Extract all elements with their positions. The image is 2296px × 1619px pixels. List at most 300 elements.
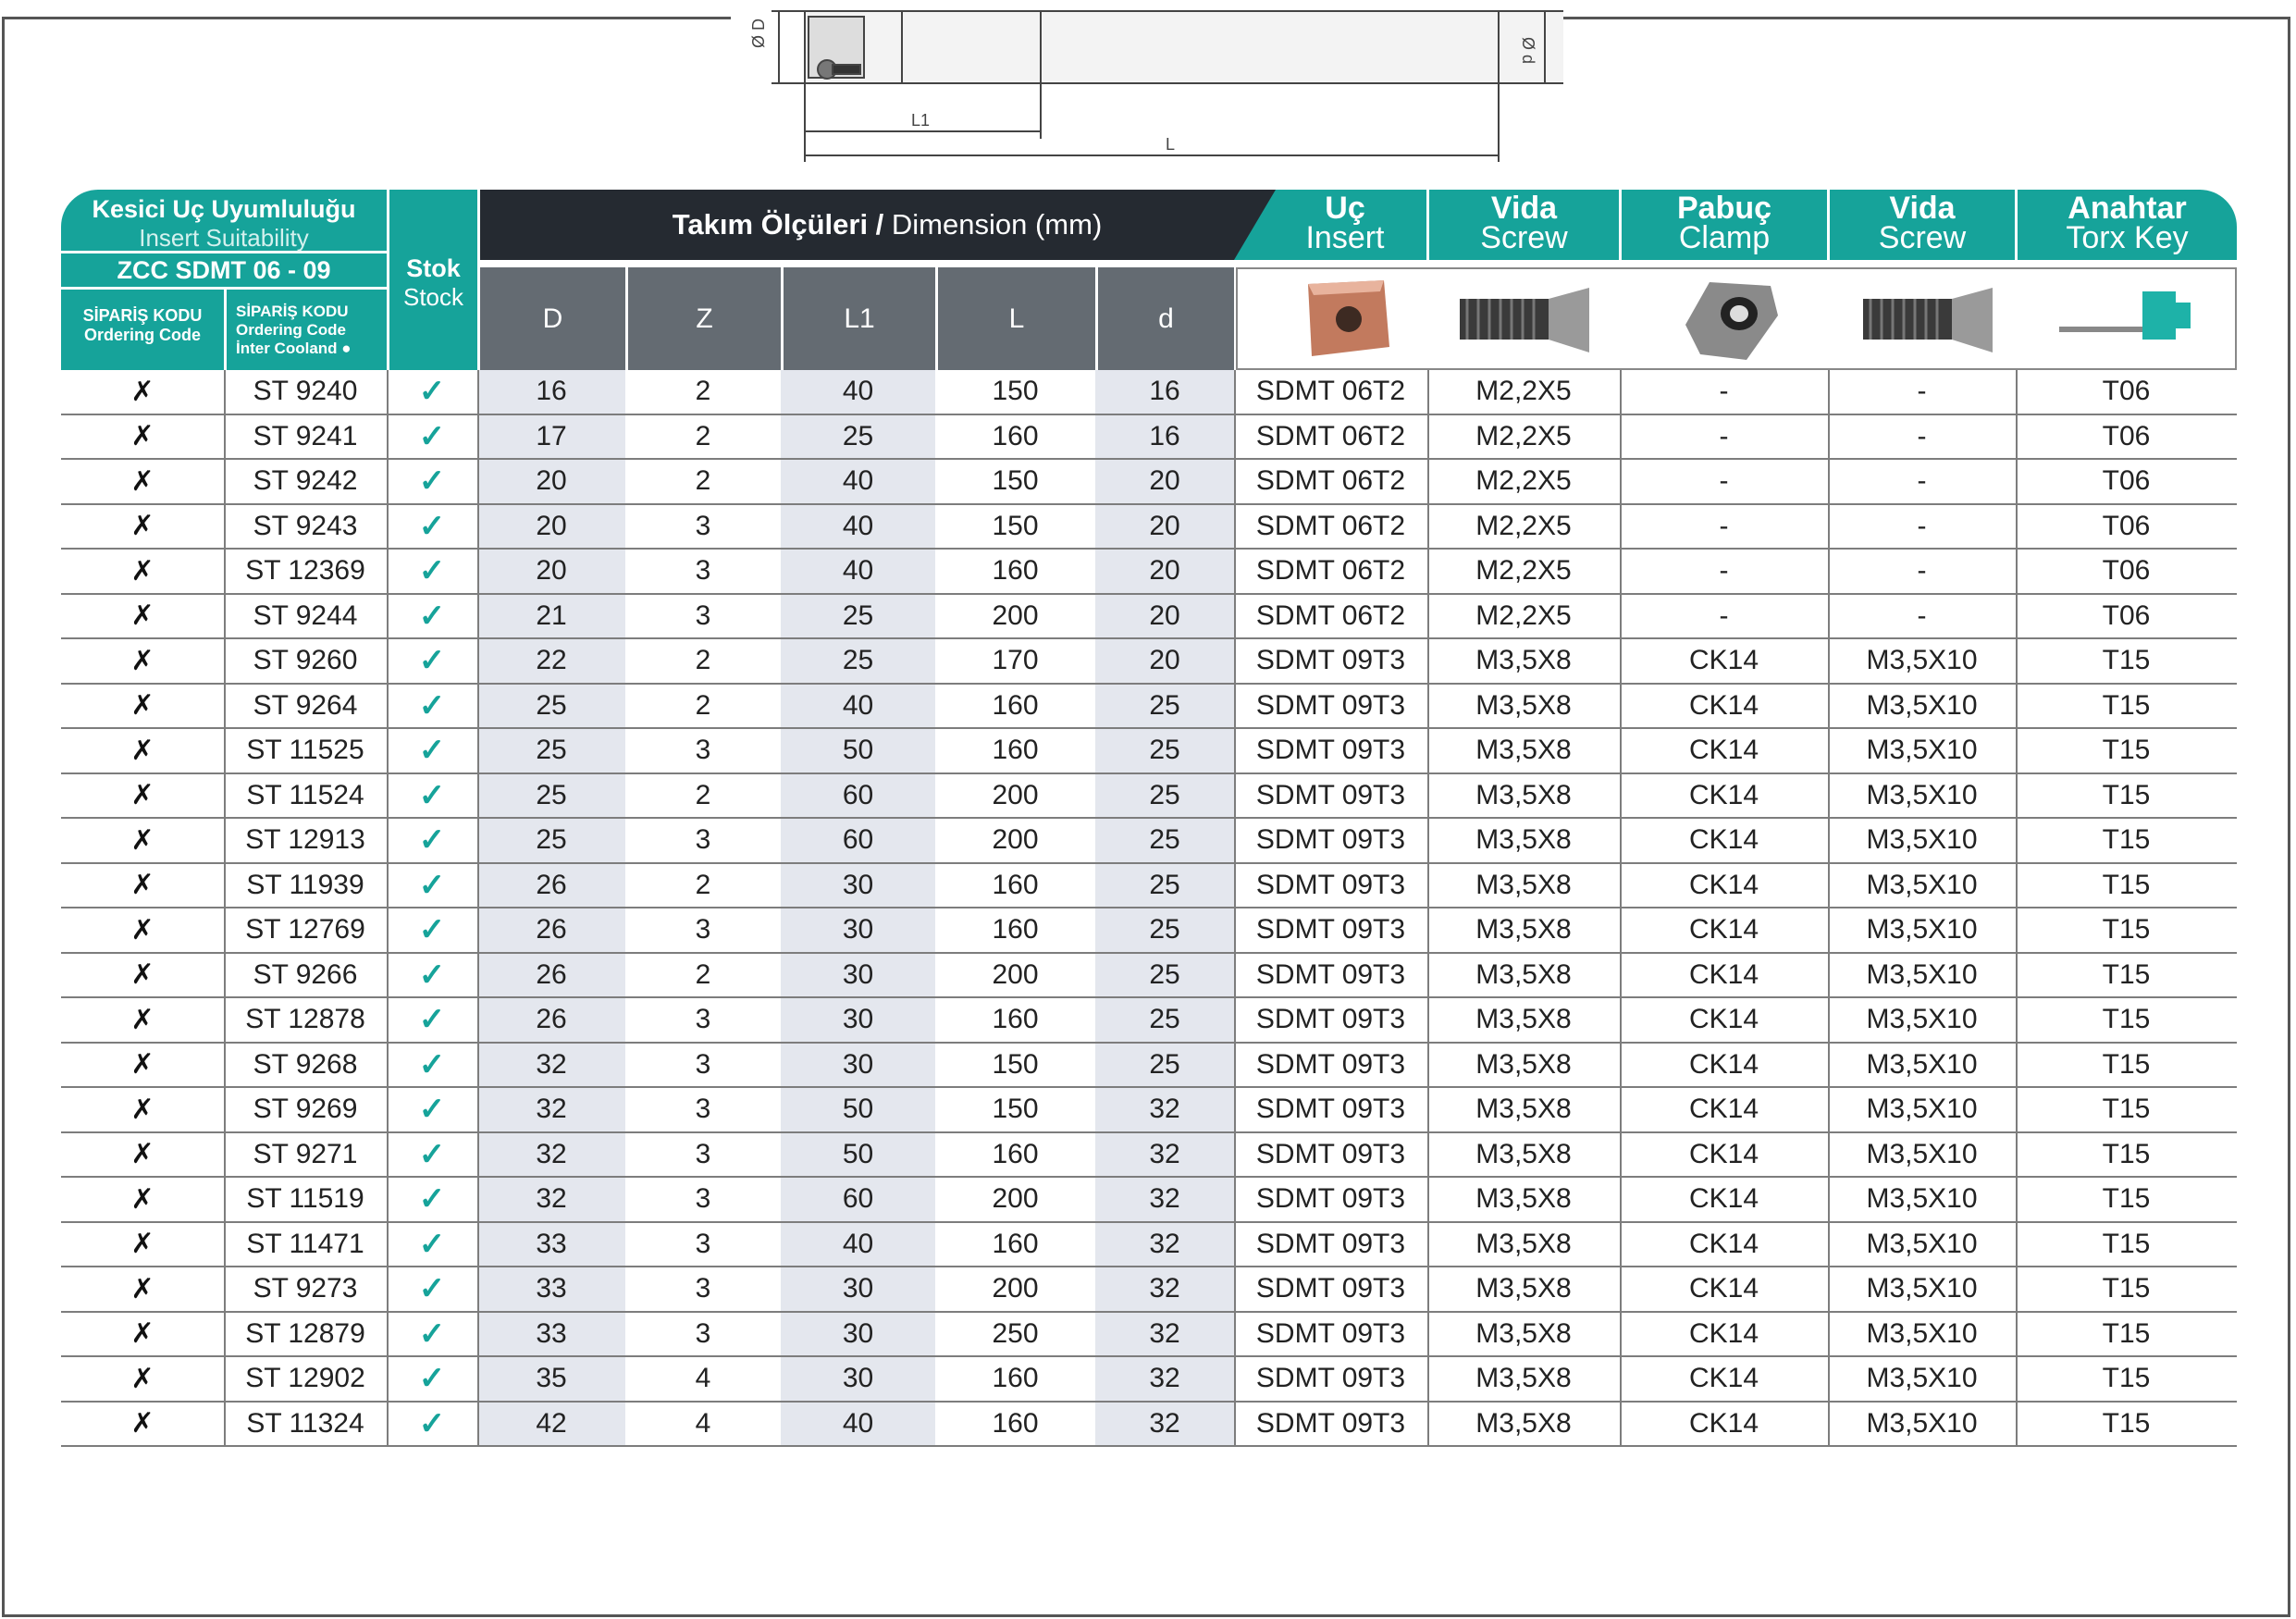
- cell-screw: M3,5X8: [1475, 779, 1572, 810]
- cell-l1: 30: [781, 998, 935, 1042]
- cell-clamp: -: [1719, 555, 1729, 587]
- key-en: Torx Key: [2066, 220, 2189, 255]
- cell-d: 17: [477, 415, 625, 459]
- cell-key: T15: [2102, 689, 2151, 721]
- cell-insert: SDMT 09T3: [1255, 1183, 1406, 1215]
- cell-stock: ✓: [418, 598, 446, 634]
- cell-l: 150: [992, 510, 1039, 541]
- cell-oc: ✗: [130, 1004, 154, 1035]
- screw2-header: [1830, 190, 2015, 260]
- insert-header: [1264, 193, 1426, 260]
- cell-d: 20: [477, 550, 625, 593]
- clamp-en: Clamp: [1678, 220, 1771, 255]
- cell-l1: 30: [781, 954, 935, 997]
- ordering-code-en: Ordering Code: [83, 326, 201, 344]
- cell-code: ST 9273: [253, 1273, 358, 1304]
- cell-oc: ✗: [130, 511, 154, 542]
- cell-l: 160: [992, 735, 1039, 766]
- cell-l1: 25: [781, 595, 935, 638]
- cell-insert: SDMT 09T3: [1255, 1407, 1406, 1439]
- cell-clamp: CK14: [1688, 1273, 1759, 1304]
- cell-stock: ✓: [418, 1361, 446, 1397]
- cell-oc: ✗: [130, 1049, 154, 1081]
- cell-insert: SDMT 09T3: [1255, 914, 1406, 945]
- cell-screw: M3,5X8: [1475, 1004, 1572, 1035]
- cell-d: 26: [477, 864, 625, 908]
- cell-oc: ✗: [130, 824, 154, 856]
- cell-clamp: CK14: [1688, 824, 1759, 856]
- cell-l1: 30: [781, 908, 935, 952]
- cell-z: 3: [695, 735, 711, 766]
- cell-code: ST 12878: [245, 1004, 365, 1035]
- cell-insert: SDMT 06T2: [1255, 420, 1406, 451]
- cell-l1: 50: [781, 1088, 935, 1131]
- cell-l1: 30: [781, 1357, 935, 1401]
- cell-d: 32: [1095, 1133, 1234, 1177]
- cell-code: ST 9243: [253, 510, 358, 541]
- cell-l: 250: [992, 1317, 1039, 1349]
- cell-d: 25: [477, 685, 625, 728]
- cell-d: 26: [477, 908, 625, 952]
- cell-clamp: CK14: [1688, 1094, 1759, 1125]
- cell-screw: M3,5X8: [1475, 1183, 1572, 1215]
- cell-screw2: M3,5X10: [1866, 1273, 1978, 1304]
- cell-screw: M2,2X5: [1475, 599, 1572, 631]
- cell-insert: SDMT 09T3: [1255, 1004, 1406, 1035]
- cell-screw: M3,5X8: [1475, 1094, 1572, 1125]
- ordering-code-header: [61, 290, 224, 370]
- ordering-code2-tr: SİPARİŞ KODU: [236, 303, 349, 320]
- cell-screw2: M3,5X10: [1866, 1094, 1978, 1125]
- cell-l1: 30: [781, 1044, 935, 1087]
- col-Z-header: Z: [628, 267, 781, 370]
- col-L1-header: L1: [784, 267, 935, 370]
- cell-oc: ✗: [130, 1318, 154, 1350]
- cell-stock: ✓: [418, 957, 446, 993]
- col-L-header: L: [938, 267, 1095, 370]
- cell-l1: 50: [781, 729, 935, 772]
- cell-insert: SDMT 09T3: [1255, 1048, 1406, 1080]
- screw2-icon: [1863, 288, 2002, 352]
- cell-d: 32: [1095, 1178, 1234, 1221]
- cell-l1: 50: [781, 1133, 935, 1177]
- cell-d: 20: [1095, 460, 1234, 503]
- cell-clamp: CK14: [1688, 779, 1759, 810]
- cell-stock: ✓: [418, 1316, 446, 1352]
- cell-screw2: M3,5X10: [1866, 735, 1978, 766]
- cell-oc: ✗: [130, 1408, 154, 1440]
- cell-l: 160: [992, 420, 1039, 451]
- cell-screw2: M3,5X10: [1866, 1228, 1978, 1259]
- cell-key: T06: [2102, 376, 2151, 407]
- cell-l: 200: [992, 1183, 1039, 1215]
- insert-suitability-en: Insert Suitability: [139, 224, 309, 252]
- cell-l1: 40: [781, 370, 935, 414]
- cell-screw: M2,2X5: [1475, 420, 1572, 451]
- cell-code: ST 9244: [253, 599, 358, 631]
- cell-screw: M3,5X8: [1475, 1048, 1572, 1080]
- cell-d: 25: [1095, 954, 1234, 997]
- cell-d: 42: [477, 1403, 625, 1446]
- cell-screw: M3,5X8: [1475, 1317, 1572, 1349]
- cell-screw2: -: [1917, 420, 1927, 451]
- cell-l1: 40: [781, 1223, 935, 1267]
- cell-oc: ✗: [130, 959, 154, 991]
- cell-oc: ✗: [130, 1273, 154, 1304]
- cell-clamp: CK14: [1688, 1363, 1759, 1394]
- cell-d: 20: [1095, 639, 1234, 683]
- cell-screw2: M3,5X10: [1866, 645, 1978, 676]
- screw-tr: Vida: [1490, 191, 1558, 226]
- cell-code: ST 9264: [253, 689, 358, 721]
- cell-clamp: CK14: [1688, 914, 1759, 945]
- cell-stock: ✓: [418, 418, 446, 454]
- cell-z: 3: [695, 914, 711, 945]
- cell-clamp: -: [1719, 465, 1729, 497]
- cell-stock: ✓: [418, 1092, 446, 1128]
- cell-d: 32: [1095, 1357, 1234, 1401]
- drawing-label-D: Ø D: [749, 18, 768, 48]
- grid-line: [2016, 370, 2018, 1447]
- cell-insert: SDMT 09T3: [1255, 1317, 1406, 1349]
- cell-l: 160: [992, 914, 1039, 945]
- cell-clamp: CK14: [1688, 1183, 1759, 1215]
- cell-screw: M3,5X8: [1475, 1273, 1572, 1304]
- cell-insert: SDMT 09T3: [1255, 1363, 1406, 1394]
- cell-d: 32: [1095, 1223, 1234, 1267]
- cell-code: ST 11519: [246, 1183, 364, 1215]
- cell-key: T15: [2102, 645, 2151, 676]
- cell-code: ST 11471: [246, 1228, 364, 1259]
- cell-key: T15: [2102, 1048, 2151, 1080]
- cell-stock: ✓: [418, 553, 446, 589]
- cell-insert: SDMT 09T3: [1255, 1273, 1406, 1304]
- cell-z: 4: [695, 1407, 711, 1439]
- cell-key: T15: [2102, 869, 2151, 900]
- drawing-label-L1: L1: [911, 111, 931, 130]
- grid-line: [387, 370, 389, 1447]
- cell-oc: ✗: [130, 600, 154, 632]
- cell-l: 150: [992, 465, 1039, 497]
- cell-insert: SDMT 06T2: [1255, 555, 1406, 587]
- cell-insert: SDMT 06T2: [1255, 599, 1406, 631]
- cell-l1: 40: [781, 550, 935, 593]
- screw-en: Screw: [1480, 220, 1568, 255]
- cell-d: 20: [477, 460, 625, 503]
- cell-d: 16: [1095, 370, 1234, 414]
- cell-key: T15: [2102, 914, 2151, 945]
- cell-l: 150: [992, 376, 1039, 407]
- screw-header: [1429, 190, 1619, 260]
- cell-insert: SDMT 06T2: [1255, 376, 1406, 407]
- cell-key: T15: [2102, 1094, 2151, 1125]
- col-D-header: D: [480, 267, 625, 370]
- cell-z: 3: [695, 1138, 711, 1169]
- cell-d: 20: [1095, 505, 1234, 549]
- cell-z: 4: [695, 1363, 711, 1394]
- cell-l: 200: [992, 779, 1039, 810]
- cell-screw: M2,2X5: [1475, 510, 1572, 541]
- cell-oc: ✗: [130, 1094, 154, 1125]
- cell-screw2: M3,5X10: [1866, 1407, 1978, 1439]
- stock-header: [389, 190, 477, 370]
- cell-d: 32: [477, 1044, 625, 1087]
- cell-d: 21: [477, 595, 625, 638]
- cell-clamp: -: [1719, 599, 1729, 631]
- cell-screw2: -: [1917, 555, 1927, 587]
- cell-code: ST 12879: [245, 1317, 365, 1349]
- cell-screw2: M3,5X10: [1866, 824, 1978, 856]
- cell-l: 200: [992, 1273, 1039, 1304]
- clamp-tr: Pabuç: [1676, 191, 1772, 226]
- cell-l1: 40: [781, 685, 935, 728]
- cell-insert: SDMT 09T3: [1255, 1138, 1406, 1169]
- cell-z: 2: [695, 869, 711, 900]
- cell-stock: ✓: [418, 1046, 446, 1082]
- cell-clamp: CK14: [1688, 689, 1759, 721]
- cell-z: 3: [695, 1183, 711, 1215]
- cell-oc: ✗: [130, 914, 154, 945]
- cell-screw: M3,5X8: [1475, 689, 1572, 721]
- cell-clamp: -: [1719, 510, 1729, 541]
- cell-screw: M3,5X8: [1475, 735, 1572, 766]
- cell-oc: ✗: [130, 1363, 154, 1394]
- cell-key: T15: [2102, 1273, 2151, 1304]
- cell-oc: ✗: [130, 780, 154, 811]
- cell-l: 200: [992, 958, 1039, 990]
- cell-clamp: -: [1719, 420, 1729, 451]
- cell-l: 160: [992, 1228, 1039, 1259]
- cell-insert: SDMT 09T3: [1255, 645, 1406, 676]
- dimension-header: [480, 190, 1294, 260]
- grid-line: [224, 370, 226, 1447]
- drawing-label-d: Ø d: [1519, 37, 1537, 65]
- cell-key: T15: [2102, 1138, 2151, 1169]
- cell-screw2: -: [1917, 376, 1927, 407]
- torx-key-icon: [2059, 288, 2198, 352]
- grid-line: [1427, 370, 1429, 1447]
- cell-d: 35: [477, 1357, 625, 1401]
- cell-key: T15: [2102, 1004, 2151, 1035]
- cell-stock: ✓: [418, 822, 446, 859]
- cell-z: 3: [695, 1228, 711, 1259]
- cell-z: 2: [695, 465, 711, 497]
- cell-insert: SDMT 06T2: [1255, 465, 1406, 497]
- cell-l: 160: [992, 869, 1039, 900]
- cell-clamp: CK14: [1688, 735, 1759, 766]
- cell-stock: ✓: [418, 1405, 446, 1441]
- cell-oc: ✗: [130, 1139, 154, 1170]
- cell-z: 3: [695, 555, 711, 587]
- cell-screw: M3,5X8: [1475, 958, 1572, 990]
- cell-code: ST 11324: [246, 1407, 364, 1439]
- cell-clamp: -: [1719, 376, 1729, 407]
- cell-insert: SDMT 09T3: [1255, 779, 1406, 810]
- cell-z: 2: [695, 779, 711, 810]
- cell-insert: SDMT 09T3: [1255, 958, 1406, 990]
- cell-d: 25: [1095, 774, 1234, 818]
- cell-l1: 60: [781, 774, 935, 818]
- cell-oc: ✗: [130, 735, 154, 766]
- grid-line: [1620, 370, 1622, 1447]
- cell-oc: ✗: [130, 690, 154, 722]
- cell-d: 22: [477, 639, 625, 683]
- cell-stock: ✓: [418, 463, 446, 500]
- key-header: [2018, 190, 2237, 260]
- col-d-header: d: [1098, 267, 1234, 370]
- cell-stock: ✓: [418, 508, 446, 544]
- cell-l1: 60: [781, 819, 935, 862]
- cell-d: 26: [477, 998, 625, 1042]
- cell-screw: M3,5X8: [1475, 1138, 1572, 1169]
- cell-stock: ✓: [418, 1271, 446, 1307]
- cell-key: T06: [2102, 599, 2151, 631]
- cell-l: 200: [992, 824, 1039, 856]
- cell-stock: ✓: [418, 1181, 446, 1217]
- tool-drawing: [731, 0, 1563, 167]
- coolant-drop-icon: ●: [341, 340, 352, 357]
- cell-z: 3: [695, 1273, 711, 1304]
- cell-z: 3: [695, 1048, 711, 1080]
- cell-clamp: CK14: [1688, 1317, 1759, 1349]
- cell-key: T15: [2102, 824, 2151, 856]
- cell-l1: 40: [781, 1403, 935, 1446]
- cell-screw: M2,2X5: [1475, 376, 1572, 407]
- insert-tr: Uç: [1325, 191, 1365, 226]
- cell-stock: ✓: [418, 867, 446, 903]
- cell-d: 25: [1095, 729, 1234, 772]
- cell-l: 200: [992, 599, 1039, 631]
- cell-z: 3: [695, 824, 711, 856]
- cell-insert: SDMT 06T2: [1255, 510, 1406, 541]
- cell-code: ST 11524: [246, 779, 364, 810]
- cell-oc: ✗: [130, 421, 154, 452]
- clamp-icon: [1682, 278, 1784, 365]
- cell-oc: ✗: [130, 1229, 154, 1260]
- cell-clamp: CK14: [1688, 1004, 1759, 1035]
- cell-stock: ✓: [418, 733, 446, 769]
- grid-line: [477, 370, 479, 1447]
- cell-key: T06: [2102, 465, 2151, 497]
- cell-stock: ✓: [418, 687, 446, 723]
- ordering-code-inter-header: [227, 290, 387, 370]
- ordering-code-tr: SİPARİŞ KODU: [82, 306, 203, 325]
- cell-key: T15: [2102, 1407, 2151, 1439]
- cell-l1: 30: [781, 1313, 935, 1356]
- cell-d: 16: [477, 370, 625, 414]
- cell-stock: ✓: [418, 374, 446, 410]
- cell-l1: 40: [781, 505, 935, 549]
- cell-screw: M3,5X8: [1475, 1407, 1572, 1439]
- cell-clamp: CK14: [1688, 645, 1759, 676]
- cell-d: 33: [477, 1267, 625, 1311]
- dimension-en: Dimension (mm): [883, 208, 1103, 241]
- grid-line: [1828, 370, 1830, 1447]
- clamp-header: [1622, 190, 1827, 260]
- cell-z: 2: [695, 376, 711, 407]
- cell-stock: ✓: [418, 1136, 446, 1172]
- cell-d: 16: [1095, 415, 1234, 459]
- cell-d: 20: [477, 505, 625, 549]
- cell-key: T06: [2102, 510, 2151, 541]
- insert-suitability-header: [61, 190, 387, 251]
- cell-screw: M3,5X8: [1475, 1228, 1572, 1259]
- cell-code: ST 11525: [246, 735, 364, 766]
- cell-d: 33: [477, 1313, 625, 1356]
- cell-l1: 25: [781, 639, 935, 683]
- cell-screw: M3,5X8: [1475, 869, 1572, 900]
- cell-clamp: CK14: [1688, 1138, 1759, 1169]
- cell-z: 3: [695, 1004, 711, 1035]
- cell-l1: 30: [781, 864, 935, 908]
- cell-screw2: M3,5X10: [1866, 1317, 1978, 1349]
- drawing-label-L: L: [1166, 135, 1176, 154]
- cell-stock: ✓: [418, 1226, 446, 1262]
- cell-code: ST 9268: [253, 1048, 358, 1080]
- cell-l1: 40: [781, 460, 935, 503]
- cell-code: ST 9240: [253, 376, 358, 407]
- cell-screw2: M3,5X10: [1866, 914, 1978, 945]
- cell-l: 160: [992, 1138, 1039, 1169]
- cell-z: 3: [695, 599, 711, 631]
- cell-oc: ✗: [130, 645, 154, 676]
- cell-code: ST 12769: [245, 914, 365, 945]
- cell-l1: 25: [781, 415, 935, 459]
- cell-screw: M3,5X8: [1475, 1363, 1572, 1394]
- square-insert-icon: [1291, 280, 1393, 360]
- cell-screw2: M3,5X10: [1866, 689, 1978, 721]
- cell-oc: ✗: [130, 376, 154, 407]
- cell-d: 32: [477, 1088, 625, 1131]
- cell-l: 160: [992, 1407, 1039, 1439]
- cell-key: T15: [2102, 779, 2151, 810]
- cell-screw2: M3,5X10: [1866, 869, 1978, 900]
- cell-l1: 30: [781, 1267, 935, 1311]
- cell-l: 150: [992, 1094, 1039, 1125]
- zcc-header: ZCC SDMT 06 - 09: [61, 253, 387, 287]
- cell-insert: SDMT 09T3: [1255, 1228, 1406, 1259]
- cell-d: 32: [1095, 1403, 1234, 1446]
- cell-z: 3: [695, 510, 711, 541]
- cell-l: 160: [992, 1363, 1039, 1394]
- cell-screw2: M3,5X10: [1866, 958, 1978, 990]
- cell-d: 25: [477, 729, 625, 772]
- cell-screw2: -: [1917, 599, 1927, 631]
- cell-z: 2: [695, 689, 711, 721]
- cell-d: 32: [477, 1133, 625, 1177]
- grid-line: [1234, 370, 1236, 1447]
- cell-l: 160: [992, 689, 1039, 721]
- cell-z: 2: [695, 420, 711, 451]
- cell-clamp: CK14: [1688, 1048, 1759, 1080]
- cell-key: T15: [2102, 958, 2151, 990]
- stock-tr: Stok: [406, 254, 461, 282]
- cell-d: 20: [1095, 595, 1234, 638]
- cell-screw: M3,5X8: [1475, 645, 1572, 676]
- cell-insert: SDMT 09T3: [1255, 869, 1406, 900]
- cell-key: T15: [2102, 1183, 2151, 1215]
- ordering-code2-en2: İnter Cooland: [236, 340, 338, 357]
- cell-screw2: M3,5X10: [1866, 1138, 1978, 1169]
- cell-screw2: -: [1917, 510, 1927, 541]
- cell-stock: ✓: [418, 1002, 446, 1038]
- ordering-code2-en: Ordering Code: [236, 321, 347, 339]
- stock-en: Stock: [402, 283, 464, 311]
- cell-screw2: M3,5X10: [1866, 779, 1978, 810]
- cell-d: 25: [1095, 685, 1234, 728]
- cell-code: ST 9260: [253, 645, 358, 676]
- cell-d: 25: [1095, 864, 1234, 908]
